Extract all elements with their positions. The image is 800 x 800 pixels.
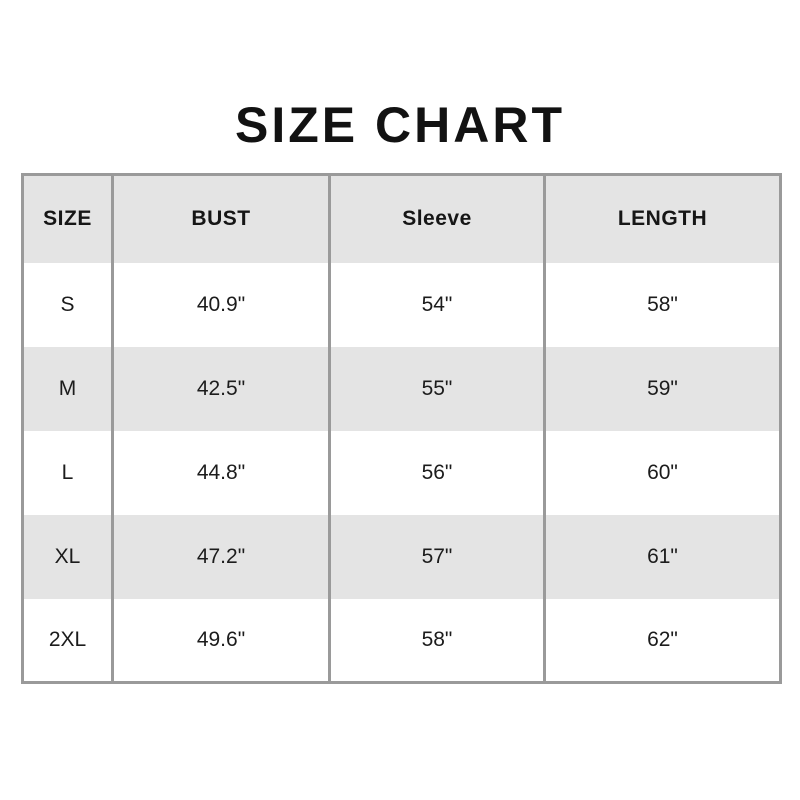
page-title: SIZE CHART [235,97,565,153]
cell-size: S [23,263,113,347]
cell-length: 60" [545,431,781,515]
table-row-xl [23,515,781,599]
cell-length: 62" [545,599,781,683]
cell-bust: 42.5" [113,347,330,431]
cell-sleeve: 58" [330,599,545,683]
table-header-row [23,175,781,263]
cell-size: L [23,431,113,515]
cell-bust: 49.6" [113,599,330,683]
size-chart-table [21,173,782,684]
cell-length: 61" [545,515,781,599]
cell-bust: 44.8" [113,431,330,515]
cell-size: M [23,347,113,431]
table-row-l [23,431,781,515]
cell-length: 58" [545,263,781,347]
table-row-2xl [23,599,781,683]
cell-bust: 40.9" [113,263,330,347]
column-header-sleeve: Sleeve [330,175,545,263]
column-header-size: SIZE [23,175,113,263]
cell-sleeve: 56" [330,431,545,515]
cell-length: 59" [545,347,781,431]
table-row-s [23,263,781,347]
cell-sleeve: 57" [330,515,545,599]
cell-size: XL [23,515,113,599]
column-header-length: LENGTH [545,175,781,263]
cell-sleeve: 55" [330,347,545,431]
cell-sleeve: 54" [330,263,545,347]
cell-bust: 47.2" [113,515,330,599]
table-row-m [23,347,781,431]
cell-size: 2XL [23,599,113,683]
column-header-bust: BUST [113,175,330,263]
